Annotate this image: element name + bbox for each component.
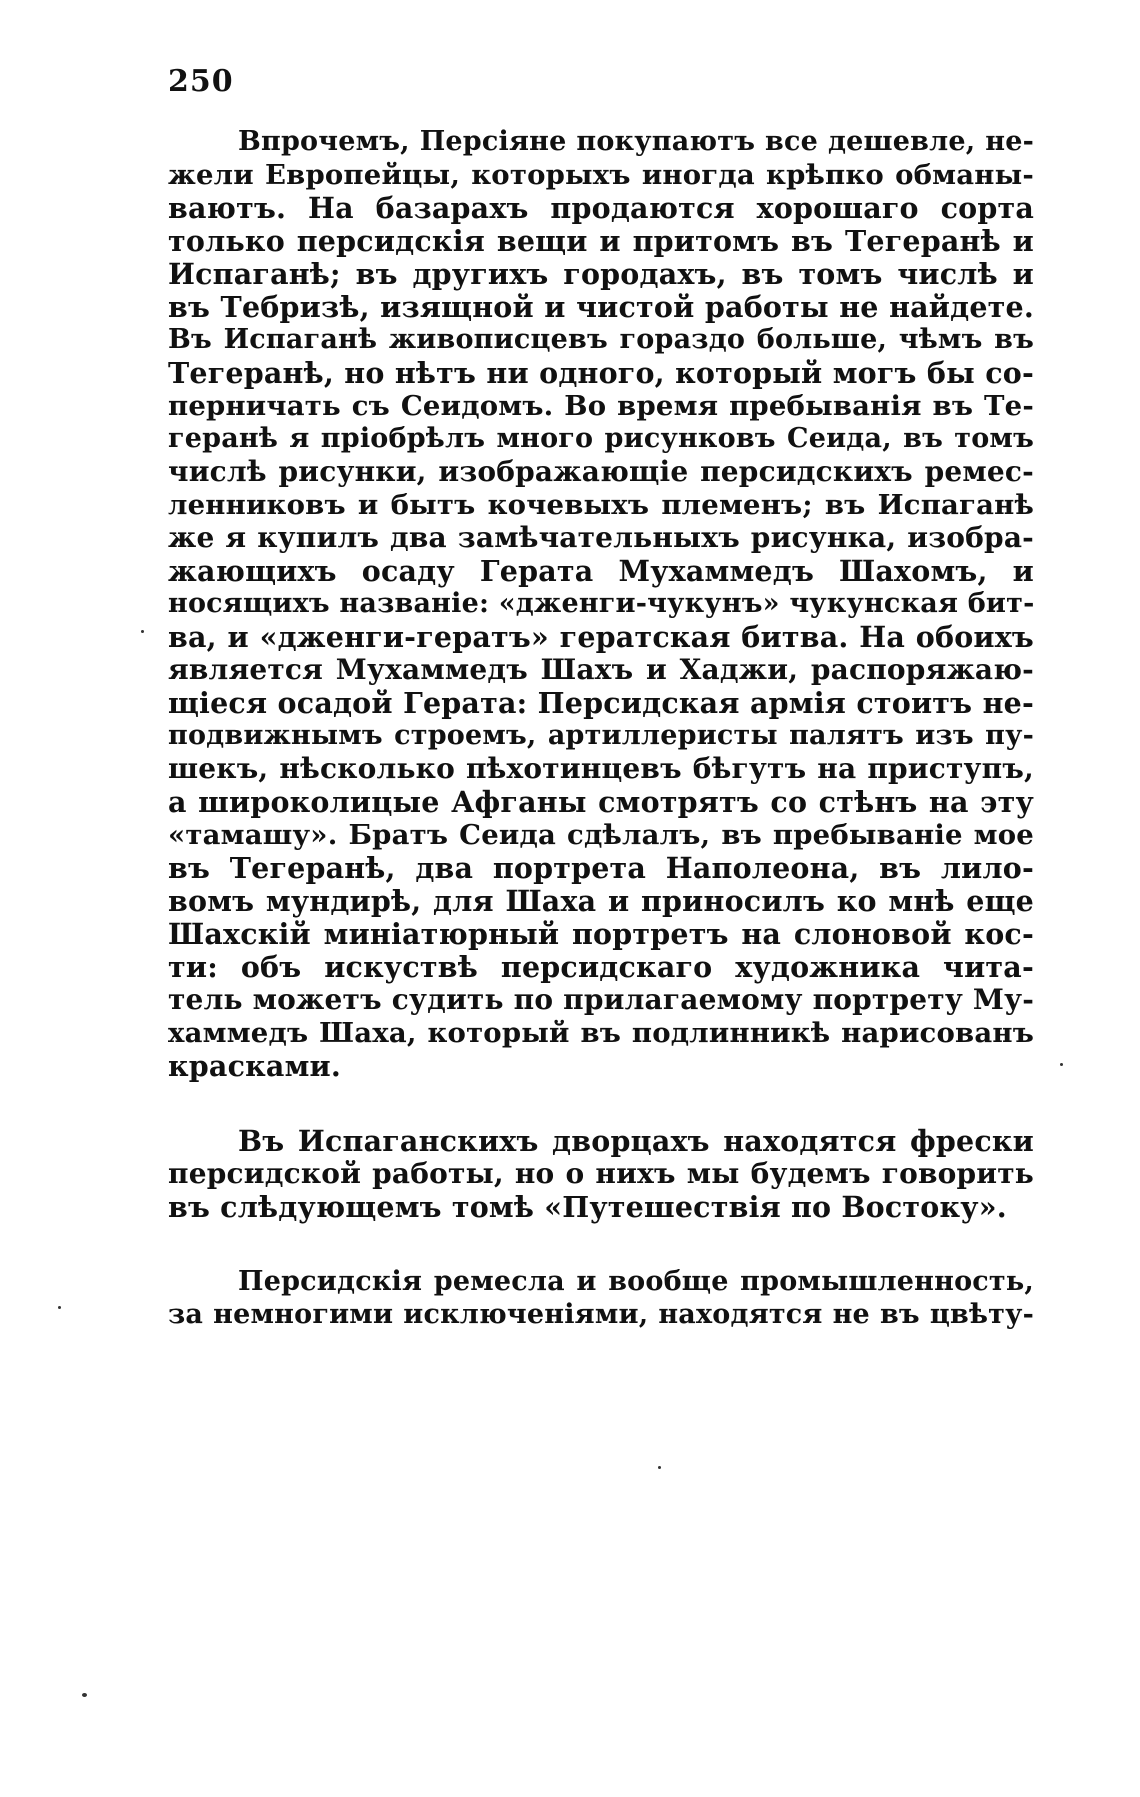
text-line: ваютъ. На базарахъ продаются хорошаго сорта	[168, 191, 1034, 225]
text-line: носящихъ названіе: «дженги-чукунъ» чукунская бит-	[168, 588, 1035, 619]
text-line: хаммедъ Шаха, который въ подлинникѣ нарисованъ	[168, 1017, 1034, 1049]
text-line: Шахскій миніатюрный портретъ на слоновой кос-	[168, 917, 1034, 951]
text-line: шекъ, нѣсколько пѣхотинцевъ бѣгутъ на приступъ,	[168, 752, 1034, 785]
scan-speck	[141, 630, 144, 633]
text-line: красками.	[168, 1049, 341, 1083]
text-line: ва, и «дженги-гератъ» гератская битва. На обоихъ	[168, 620, 1034, 654]
scan-speck	[1060, 1063, 1063, 1066]
text-line: тель можетъ судить по прилагаемому портрету Му-	[168, 983, 1035, 1016]
text-line: въ слѣдующемъ томѣ «Путешествія по Востоку».	[168, 1190, 1007, 1224]
text-line: ти: объ искуствѣ персидскаго художника чита-	[168, 950, 1034, 984]
text-line: въ Тегеранѣ, два портрета Наполеона, въ лило-	[168, 851, 1034, 885]
text-line: Въ Испаганѣ живописцевъ гораздо больше, чѣмъ въ	[168, 324, 1034, 355]
text-line: жающихъ осаду Герата Мухаммедъ Шахомъ, и	[168, 554, 1034, 588]
text-line: Впрочемъ, Персіяне покупаютъ все дешевле, не-	[238, 126, 1034, 157]
text-line: ленниковъ и бытъ кочевыхъ племенъ; въ Испаганѣ	[168, 489, 1034, 521]
text-line: же я купилъ два замѣчательныхъ рисунка, изобра-	[168, 521, 1034, 554]
text-line: перничать съ Сеидомъ. Во время пребыванія въ Те-	[168, 390, 1034, 422]
text-line: жели Европейцы, которыхъ иногда крѣпко обманы-	[168, 159, 1034, 191]
scan-speck	[82, 1693, 87, 1697]
text-line: персидской работы, но о нихъ мы будемъ говорить	[168, 1157, 1034, 1190]
text-line: а широколицые Афганы смотрятъ со стѣнъ на эту	[168, 785, 1034, 819]
text-line: только персидскія вещи и притомъ въ Тегеранѣ и	[168, 224, 1034, 258]
text-line: въ Тебризѣ, изящной и чистой работы не найдете.	[168, 290, 1034, 324]
text-line: числѣ рисунки, изображающіе персидскихъ ремес-	[168, 455, 1034, 488]
scan-speck	[658, 1466, 661, 1469]
page-number: 250	[168, 64, 234, 99]
text-line: «тамашу». Братъ Сеида сдѣлалъ, въ пребываніе мое	[168, 819, 1034, 851]
text-line: Испаганѣ; въ другихъ городахъ, въ томъ числѣ и	[168, 257, 1034, 291]
text-line: Въ Испаганскихъ дворцахъ находятся фрески	[238, 1124, 1034, 1158]
text-line: Персидскія ремесла и вообще промышленность,	[238, 1266, 1034, 1297]
text-line: вомъ мундирѣ, для Шаха и приносилъ ко мнѣ еще	[168, 884, 1034, 918]
text-line: щіеся осадой Герата: Персидская армія стоитъ не-	[168, 686, 1034, 720]
scan-speck	[58, 1306, 61, 1309]
text-line: геранѣ я пріобрѣлъ много рисунковъ Сеида, въ томъ	[168, 423, 1034, 454]
text-line: подвижнымъ строемъ, артиллеристы палятъ изъ пу-	[168, 720, 1034, 751]
text-line: за немногими исключеніями, находятся не въ цвѣту-	[168, 1299, 1034, 1330]
text-line: является Мухаммедъ Шахъ и Хаджи, распоряжаю-	[168, 653, 1034, 686]
text-line: Тегеранѣ, но нѣтъ ни одного, который могъ бы со-	[168, 356, 1034, 390]
